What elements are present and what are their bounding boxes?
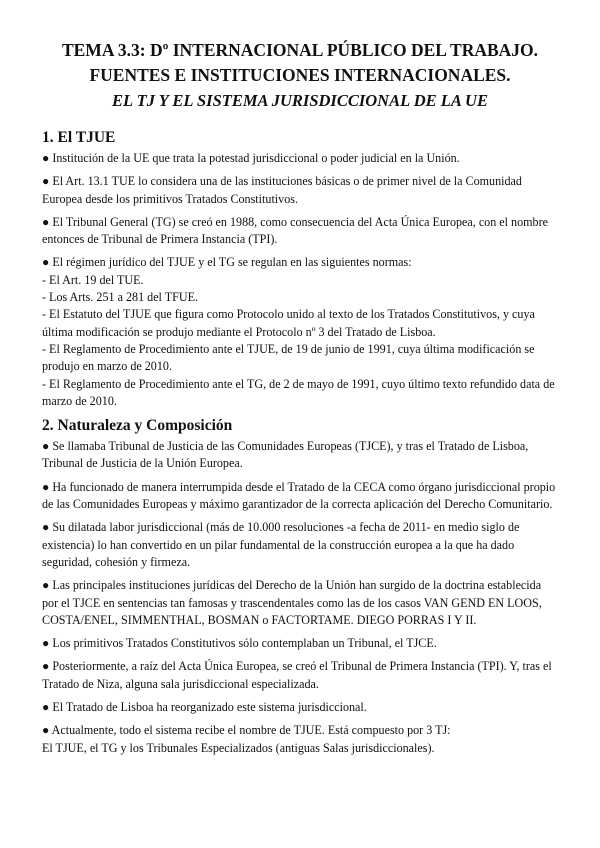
paragraph: ● Ha funcionado de manera interrumpida desde el Tratado de la CECA como órgano jurisdiccional propio de las Comunidades Europeas y máximo garantizador de la correcta aplicación del Derecho Comunitario. <box>42 479 556 512</box>
norm-list-item: - El Reglamento de Procedimiento ante el TJUE, de 19 de junio de 1991, cuya última modificación se produjo en marzo de 2010. <box>42 341 535 374</box>
paragraph: ● Los primitivos Tratados Constitutivos sólo contemplaban un Tribunal, el TJCE. <box>42 636 437 651</box>
norm-list-item: - El Estatuto del TJUE que figura como Protocolo unido al texto de los Tratados Constitutivos, y cuya última modificación se produjo mediante el Protocolo nº 3 del Tratado de Lisboa. <box>42 307 535 339</box>
section-heading-naturaleza: 2. Naturaleza y Composición <box>42 417 233 435</box>
section-heading-tjue: 1. El TJUE <box>42 129 116 146</box>
paragraph: ● Las principales instituciones jurídicas del Derecho de la Unión han surgido de la doctrina establecida por el TJCE en sentencias tan famosas y trascendentales como las de los casos VAN GEND EN LOOS, COSTA/ENEL, SIMMENTHAL, BOSMAN o FACTORTAME. DIEGO PORRAS I Y II. <box>42 578 542 627</box>
paragraph: ● Actualmente, todo el sistema recibe el nombre de TJUE. Está compuesto por 3 TJ: <box>42 723 451 738</box>
paragraph: ● El Tratado de Lisboa ha reorganizado este sistema jurisdiccional. <box>42 700 367 715</box>
norm-list-item: - El Art. 19 del TUE. <box>42 272 144 287</box>
norm-list-item: - Los Arts. 251 a 281 del TFUE. <box>42 290 198 305</box>
document-subtitle: EL TJ Y EL SISTEMA JURISDICCIONAL DE LA UE <box>112 91 488 110</box>
document-body <box>42 128 558 763</box>
paragraph: ● Posteriormente, a raíz del Acta Única Europea, se creó el Tribunal de Primera Instancia (TPI). Y, tras el Tratado de Niza, alguna sala jurisdiccional especializada. <box>42 659 552 691</box>
paragraph: El TJUE, el TG y los Tribunales Especializados (antiguas Salas jurisdiccionales). <box>42 740 435 755</box>
document-title-line1: TEMA 3.3: Dº INTERNACIONAL PÚBLICO DEL TRABAJO. <box>61 40 539 60</box>
paragraph: ● El Art. 13.1 TUE lo considera una de las instituciones básicas o de primer nivel de la Comunidad Europea desde los primitivos Tratados Constitutivos. <box>42 174 522 206</box>
paragraph: ● El Tribunal General (TG) se creó en 1988, como consecuencia del Acta Única Europea, con el nombre entonces de Tribunal de Primera Instancia (TPI). <box>42 214 548 247</box>
paragraph: ● Su dilatada labor jurisdiccional (más de 10.000 resoluciones -a fecha de 2011- en medio siglo de existencia) lo han convertido en un pilar fundamental de la construcción europea a la que ha dado seguridad, cohesión y firmeza. <box>42 520 520 569</box>
norm-list-item: - El Reglamento de Procedimiento ante el TG, de 2 de mayo de 1991, cuyo último texto refundido data de marzo de 2010. <box>42 376 555 408</box>
paragraph: ● Institución de la UE que trata la potestad jurisdiccional o poder judicial en la Unión. <box>42 151 460 165</box>
document-title-line2: FUENTES E INSTITUCIONES INTERNACIONALES. <box>89 65 511 85</box>
paragraph: ● El régimen jurídico del TJUE y el TG se regulan en las siguientes normas: <box>42 255 412 270</box>
paragraph: ● Se llamaba Tribunal de Justicia de las Comunidades Europeas (TJCE), y tras el Tratado de Lisboa, Tribunal de Justicia de la Unión Europea. <box>42 439 529 471</box>
